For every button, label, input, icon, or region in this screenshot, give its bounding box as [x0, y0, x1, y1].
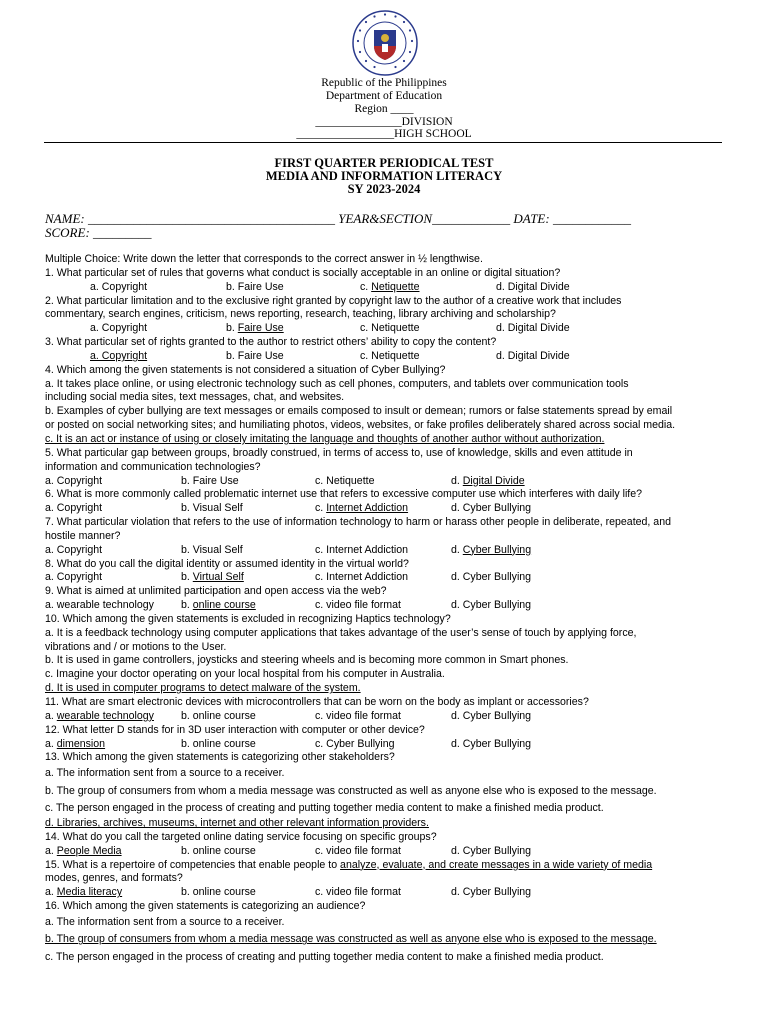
q2-option-a: a. Copyright [90, 322, 148, 335]
q12-option-a-letter: a. [45, 737, 57, 750]
q13-option-c: c. The person engaged in the process of creating and putting together media content to make a finished media product. [45, 801, 604, 814]
question-14-options [45, 845, 721, 859]
question-6-stem: 6. What is more commonly called problematic internet use that refers to excessive computer use which interferes with daily life? [45, 488, 643, 501]
q15-correct-answer: Media literacy [56, 886, 123, 899]
q15-option-d: d. Cyber Bullying [451, 886, 532, 899]
question-14-stem: 14. What do you call the targeted online dating service focusing on specific groups? [45, 830, 437, 843]
q1-option-a: a. Copyright [90, 280, 148, 293]
q3-correct-answer: a. Copyright [90, 349, 148, 362]
name-section-date-field: NAME: ______________________________________ YEAR&SECTION____________ DATE: ____________ [45, 211, 631, 226]
q16-option-c: c. The person engaged in the process of creating and putting together media content to make a finished media product. [45, 950, 604, 963]
q6-option-c-letter: c. [315, 502, 327, 515]
q15-option-b: b. online course [181, 886, 256, 899]
q15-option-a [45, 886, 122, 900]
q11-option-a-letter: a. [45, 709, 57, 722]
q8-option-a: a. Copyright [45, 571, 103, 584]
q5-option-b: b. Faire Use [181, 474, 239, 487]
header-school: _________________HIGH SCHOOL [296, 128, 472, 140]
q5-option-d-letter: d. [451, 474, 463, 487]
q8-option-c: c. Internet Addiction [315, 571, 409, 584]
question-1-stem: 1. What particular set of rules that governs what conduct is socially acceptable in an online or digital situation? [45, 266, 561, 279]
question-7-stem: 7. What particular violation that refers to the use of information technology to harm or harass other people in deliberate, repeated, and [45, 516, 671, 529]
header-divider [44, 142, 722, 143]
question-5-stem-cont: information and communication technologies? [45, 460, 261, 473]
q10-correct-answer: d. It is used in computer programs to detect malware of the system. [45, 682, 361, 695]
q9-option-c: c. video file format [315, 599, 401, 612]
q14-option-a [45, 845, 122, 859]
question-13-stem: 13. Which among the given statements is categorizing other stakeholders? [45, 751, 395, 764]
q11-option-a [45, 710, 154, 724]
q2-correct-answer: Faire Use [237, 322, 284, 335]
q1-option-c-letter: c. [360, 280, 372, 293]
question-8-stem: 8. What do you call the digital identity or assumed identity in the virtual world? [45, 557, 409, 570]
q4-option-a-cont: including social media sites, text messages, chat, and websites. [45, 391, 345, 404]
q11-option-d: d. Cyber Bullying [451, 709, 532, 722]
q9-option-a: a. wearable technology [45, 599, 154, 612]
q15-stem-text: 15. What is a repertoire of competencies that enable people to [45, 858, 341, 871]
q1-option-b: b. Faire Use [226, 280, 284, 293]
q14-option-c: c. video file format [315, 844, 401, 857]
deped-seal-icon [352, 10, 418, 76]
q2-option-c: c. Netiquette [360, 322, 420, 335]
q12-option-a [45, 738, 105, 752]
question-3-options [45, 350, 721, 364]
question-15-stem [45, 859, 721, 873]
question-10-stem: 10. Which among the given statements is excluded in recognizing Haptics technology? [45, 612, 451, 625]
q2-option-b [226, 322, 284, 336]
q4-correct-answer: c. It is an act or instance of using or closely imitating the language and thoughts of another author without authorization. [45, 432, 605, 445]
q12-correct-answer: dimension [56, 737, 106, 750]
q10-option-c: c. Imagine your doctor operating on your local hospital from his computer in Australia. [45, 668, 445, 681]
q15-option-a-letter: a. [45, 886, 57, 899]
test-body [45, 253, 721, 966]
question-11-options [45, 710, 721, 724]
q8-option-b [181, 571, 244, 585]
q4-option-b-cont: or posted on social networking sites; and humiliating photos, videos, websites, or fake profiles deliberately shared across social media. [45, 419, 676, 432]
q2-option-d: d. Digital Divide [496, 322, 570, 335]
q9-option-d: d. Cyber Bullying [451, 599, 532, 612]
question-11-stem: 11. What are smart electronic devices with microcontrollers that can be worn on the body as implant or accessories? [45, 696, 589, 708]
q6-option-a: a. Copyright [45, 502, 103, 515]
q6-option-d: d. Cyber Bullying [451, 502, 532, 515]
question-8-options [45, 571, 721, 585]
q8-correct-answer: Virtual Self [192, 571, 244, 584]
question-12-options [45, 738, 721, 752]
q14-option-a-letter: a. [45, 844, 57, 857]
subject-title: MEDIA AND INFORMATION LITERACY [265, 169, 503, 183]
q7-option-b: b. Visual Self [181, 543, 243, 556]
q6-option-c [315, 502, 408, 516]
question-15-options [45, 886, 721, 900]
q16-option-a: a. The information sent from a source to a receiver. [45, 916, 285, 929]
q3-option-d: d. Digital Divide [496, 349, 570, 362]
q10-option-a-cont: vibrations and / or motions to the User. [45, 640, 227, 653]
q9-option-b-letter: b. [181, 599, 193, 612]
q2-option-b-letter: b. [226, 322, 238, 335]
q13-correct-answer: d. Libraries, archives, museums, internet and other relevant information providers. [45, 817, 429, 830]
question-7-options [45, 544, 721, 558]
q13-option-b: b. The group of consumers from whom a media message was constructed as well as anyone else who is exposed to the message. [45, 784, 657, 797]
school-year: SY 2023-2024 [347, 182, 421, 196]
q5-correct-answer: Digital Divide [462, 474, 525, 487]
q7-correct-answer: Cyber Bullying [462, 543, 532, 556]
q14-correct-answer: People Media [56, 844, 122, 857]
question-4-stem: 4. Which among the given statements is not considered a situation of Cyber Bullying? [45, 363, 446, 376]
q7-option-a: a. Copyright [45, 543, 103, 556]
question-2-stem-cont: commentary, search engines, criticism, news reporting, research, teaching, library archiving and scholarship? [45, 308, 556, 321]
q3-option-c: c. Netiquette [360, 349, 420, 362]
header-republic: Republic of the Philippines [321, 77, 447, 89]
question-1-options [45, 281, 721, 295]
question-12-stem: 12. What letter D stands for in 3D user interaction with computer or other device? [45, 723, 425, 736]
q7-option-d [451, 544, 531, 558]
q15-option-c: c. video file format [315, 886, 401, 899]
q10-option-a: a. It is a feedback technology using computer applications that takes advantage of the user’s sense of touch by applying force, [45, 626, 637, 639]
q5-option-a: a. Copyright [45, 474, 103, 487]
q6-correct-answer: Internet Addiction [326, 502, 409, 515]
test-title: FIRST QUARTER PERIODICAL TEST [274, 156, 494, 170]
instructions: Multiple Choice: Write down the letter that corresponds to the correct answer in ½ lengthwise. [45, 253, 483, 265]
q1-option-c [360, 281, 419, 295]
question-5-options [45, 475, 721, 489]
q1-option-d: d. Digital Divide [496, 280, 570, 293]
q3-option-b: b. Faire Use [226, 349, 284, 362]
q9-correct-answer: online course [192, 599, 256, 612]
q10-option-b: b. It is used in game controllers, joysticks and steering wheels and is becoming more common in Smart phones. [45, 654, 569, 667]
q13-option-a: a. The information sent from a source to a receiver. [45, 767, 285, 780]
question-3-stem: 3. What particular set of rights granted to the author to restrict others’ ability to copy the content? [45, 336, 497, 349]
score-field: SCORE: _________ [45, 225, 152, 240]
q14-option-b: b. online course [181, 844, 256, 857]
q8-option-d: d. Cyber Bullying [451, 571, 532, 584]
header-division: _______________DIVISION [315, 116, 453, 128]
header-department: Department of Education [325, 90, 443, 102]
header-region: Region ____ [354, 103, 414, 115]
q5-option-d [451, 475, 525, 489]
q7-option-c: c. Internet Addiction [315, 543, 409, 556]
question-2-stem: 2. What particular limitation and to the exclusive right granted by copyright law to the author of a creative work that includes [45, 294, 622, 307]
question-9-options [45, 599, 721, 613]
q1-correct-answer: Netiquette [371, 280, 420, 293]
q5-option-c: c. Netiquette [315, 474, 375, 487]
question-2-options [45, 322, 721, 336]
q12-option-b: b. online course [181, 737, 256, 750]
q9-option-b [181, 599, 256, 613]
q11-correct-answer: wearable technology [56, 709, 154, 722]
question-9-stem: 9. What is aimed at unlimited participation and open access via the web? [45, 585, 387, 598]
q6-option-b: b. Visual Self [181, 502, 243, 515]
question-7-stem-cont: hostile manner? [45, 529, 121, 542]
q12-option-c: c. Cyber Bullying [315, 737, 395, 750]
question-15-stem-cont: modes, genres, and formats? [45, 872, 183, 885]
q4-option-b: b. Examples of cyber bullying are text messages or emails composed to insult or demean; rumors or false statements spread by email [45, 405, 673, 418]
q7-option-d-letter: d. [451, 543, 463, 556]
q8-option-b-letter: b. [181, 571, 193, 584]
q14-option-d: d. Cyber Bullying [451, 844, 532, 857]
q4-option-a: a. It takes place online, or using electronic technology such as cell phones, computers, and tablets over communication tools [45, 377, 629, 390]
q16-correct-answer: b. The group of consumers from whom a media message was constructed as well as anyone else who is exposed to the message. [45, 933, 657, 946]
question-16-stem: 16. Which among the given statements is categorizing an audience? [45, 900, 366, 913]
question-5-stem: 5. What particular gap between groups, broadly construed, in terms of access to, use of knowledge, skills and even attitude in [45, 446, 633, 459]
q12-option-d: d. Cyber Bullying [451, 737, 532, 750]
question-6-options [45, 502, 721, 516]
q15-highlighted-phrase: analyze, evaluate, and create messages in a wide variety of media [340, 858, 653, 871]
q11-option-b: b. online course [181, 709, 256, 722]
q11-option-c: c. video file format [315, 709, 401, 722]
